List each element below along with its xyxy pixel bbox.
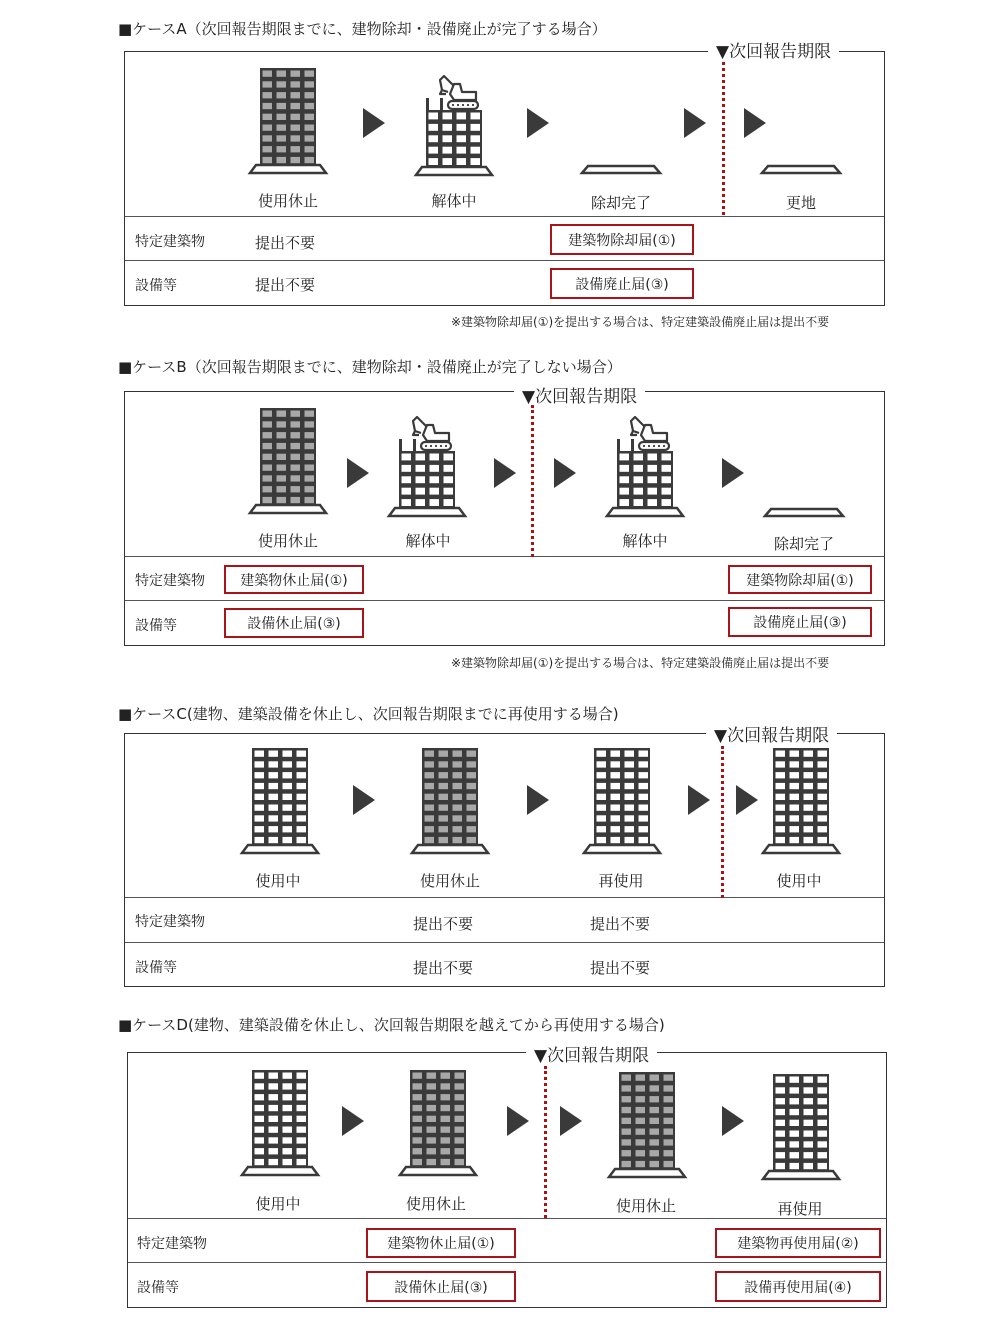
- arrow-right-icon: [722, 1106, 744, 1136]
- form-box-building-reuse: 建築物再使用届(②): [715, 1228, 881, 1258]
- form-box-equipment-abolition: 設備廃止届(③): [728, 607, 872, 637]
- divider: [125, 897, 884, 898]
- stage-label: 使用休止: [257, 192, 319, 210]
- footnote: ※建築物除却届(①)を提出する場合は、特定建築設備廃止届は提出不要: [451, 315, 830, 329]
- case-title: ■ケースC(建物、建築設備を休止し、次回報告期限までに再使用する場合): [118, 705, 619, 723]
- deadline-dotted-line: [722, 62, 725, 215]
- arrow-right-icon: [684, 108, 706, 138]
- building-suspended-icon: [398, 1070, 478, 1175]
- ground-icon: [760, 163, 842, 175]
- divider: [125, 556, 884, 557]
- arrow-right-icon: [363, 108, 385, 138]
- arrow-right-icon: [560, 1106, 582, 1136]
- form-box-building-suspension: 建築物休止届(①): [224, 565, 364, 594]
- stage-label: 再使用: [777, 1200, 823, 1218]
- stage-label: 解体中: [622, 532, 668, 550]
- arrow-right-icon: [554, 458, 576, 488]
- divider: [125, 216, 884, 217]
- stage-label: 解体中: [431, 192, 477, 210]
- case-title: ■ケースA（次回報告期限までに、建物除却・設備廃止が完了する場合）: [118, 20, 607, 38]
- arrow-right-icon: [688, 785, 710, 815]
- deadline-marker: ▼次回報告期限: [708, 37, 839, 62]
- arrow-right-icon: [507, 1106, 529, 1136]
- building-suspended-icon: [248, 68, 328, 173]
- deadline-dotted-line: [544, 1066, 547, 1218]
- building-demolition-icon: [414, 70, 494, 173]
- stage-label: 使用中: [255, 1195, 301, 1213]
- stage-label: 使用中: [776, 872, 822, 890]
- divider: [125, 600, 884, 601]
- not-required-text: 提出不要: [255, 276, 316, 294]
- not-required-text: 提出不要: [413, 915, 474, 933]
- building-in-use-icon: [240, 748, 320, 853]
- stage-label: 更地: [785, 194, 817, 212]
- stage-label: 使用休止: [615, 1197, 677, 1215]
- stage-label: 除却完了: [773, 535, 835, 553]
- form-box-building-suspension: 建築物休止届(①): [366, 1228, 516, 1258]
- row-label-equipment: 設備等: [135, 618, 177, 634]
- building-in-use-icon: [240, 1070, 320, 1175]
- stage-label: 除却完了: [590, 194, 652, 212]
- row-label-specified-building: 特定建築物: [135, 914, 205, 930]
- arrow-right-icon: [494, 458, 516, 488]
- deadline-marker: ▼次回報告期限: [514, 382, 645, 407]
- arrow-right-icon: [342, 1106, 364, 1136]
- form-box-equipment-reuse: 設備再使用届(④): [715, 1271, 881, 1302]
- deadline-dotted-line: [531, 405, 534, 557]
- building-suspended-icon: [248, 408, 328, 513]
- row-label-equipment: 設備等: [137, 1280, 179, 1296]
- arrow-right-icon: [527, 108, 549, 138]
- not-required-text: 提出不要: [590, 959, 651, 977]
- form-box-equipment-abolition: 設備廃止届(③): [550, 268, 694, 299]
- form-box-building-removal: 建築物除却届(①): [550, 224, 694, 255]
- stage-label: 使用休止: [257, 532, 319, 550]
- divider: [125, 942, 884, 943]
- divider: [128, 1262, 886, 1263]
- stage-label: 使用休止: [405, 1195, 467, 1213]
- form-box-building-removal: 建築物除却届(①): [728, 565, 872, 594]
- arrow-right-icon: [353, 785, 375, 815]
- stage-label: 使用休止: [419, 872, 481, 890]
- building-in-use-icon: [761, 1074, 841, 1179]
- deadline-marker: ▼次回報告期限: [706, 721, 837, 746]
- case-frame: [124, 51, 885, 306]
- arrow-right-icon: [722, 458, 744, 488]
- not-required-text: 提出不要: [413, 959, 474, 977]
- footnote: ※建築物除却届(①)を提出する場合は、特定建築設備廃止届は提出不要: [451, 656, 830, 670]
- not-required-text: 提出不要: [255, 234, 316, 252]
- ground-icon: [763, 506, 845, 518]
- ground-icon: [580, 163, 662, 175]
- building-suspended-icon: [607, 1072, 687, 1177]
- case-title: ■ケースD(建物、建築設備を休止し、次回報告期限を越えてから再使用する場合): [118, 1016, 665, 1034]
- building-demolition-icon: [387, 411, 467, 514]
- stage-label: 再使用: [598, 872, 644, 890]
- row-label-equipment: 設備等: [135, 278, 177, 294]
- deadline-marker: ▼次回報告期限: [526, 1041, 657, 1066]
- building-in-use-icon: [761, 748, 841, 853]
- form-box-equipment-suspension: 設備休止届(③): [366, 1271, 516, 1302]
- building-suspended-icon: [410, 748, 490, 853]
- arrow-right-icon: [736, 785, 758, 815]
- arrow-right-icon: [744, 108, 766, 138]
- arrow-right-icon: [527, 785, 549, 815]
- divider: [125, 260, 884, 261]
- building-in-use-icon: [582, 748, 662, 853]
- row-label-equipment: 設備等: [135, 960, 177, 976]
- stage-label: 解体中: [405, 532, 451, 550]
- row-label-specified-building: 特定建築物: [135, 573, 205, 589]
- divider: [128, 1218, 886, 1219]
- row-label-specified-building: 特定建築物: [135, 234, 205, 250]
- stage-label: 使用中: [255, 872, 301, 890]
- deadline-dotted-line: [721, 746, 724, 898]
- form-box-equipment-suspension: 設備休止届(③): [224, 608, 364, 638]
- building-demolition-icon: [605, 411, 685, 514]
- row-label-specified-building: 特定建築物: [137, 1236, 207, 1252]
- case-title: ■ケースB（次回報告期限までに、建物除却・設備廃止が完了しない場合）: [118, 358, 622, 376]
- arrow-right-icon: [347, 458, 369, 488]
- not-required-text: 提出不要: [590, 915, 651, 933]
